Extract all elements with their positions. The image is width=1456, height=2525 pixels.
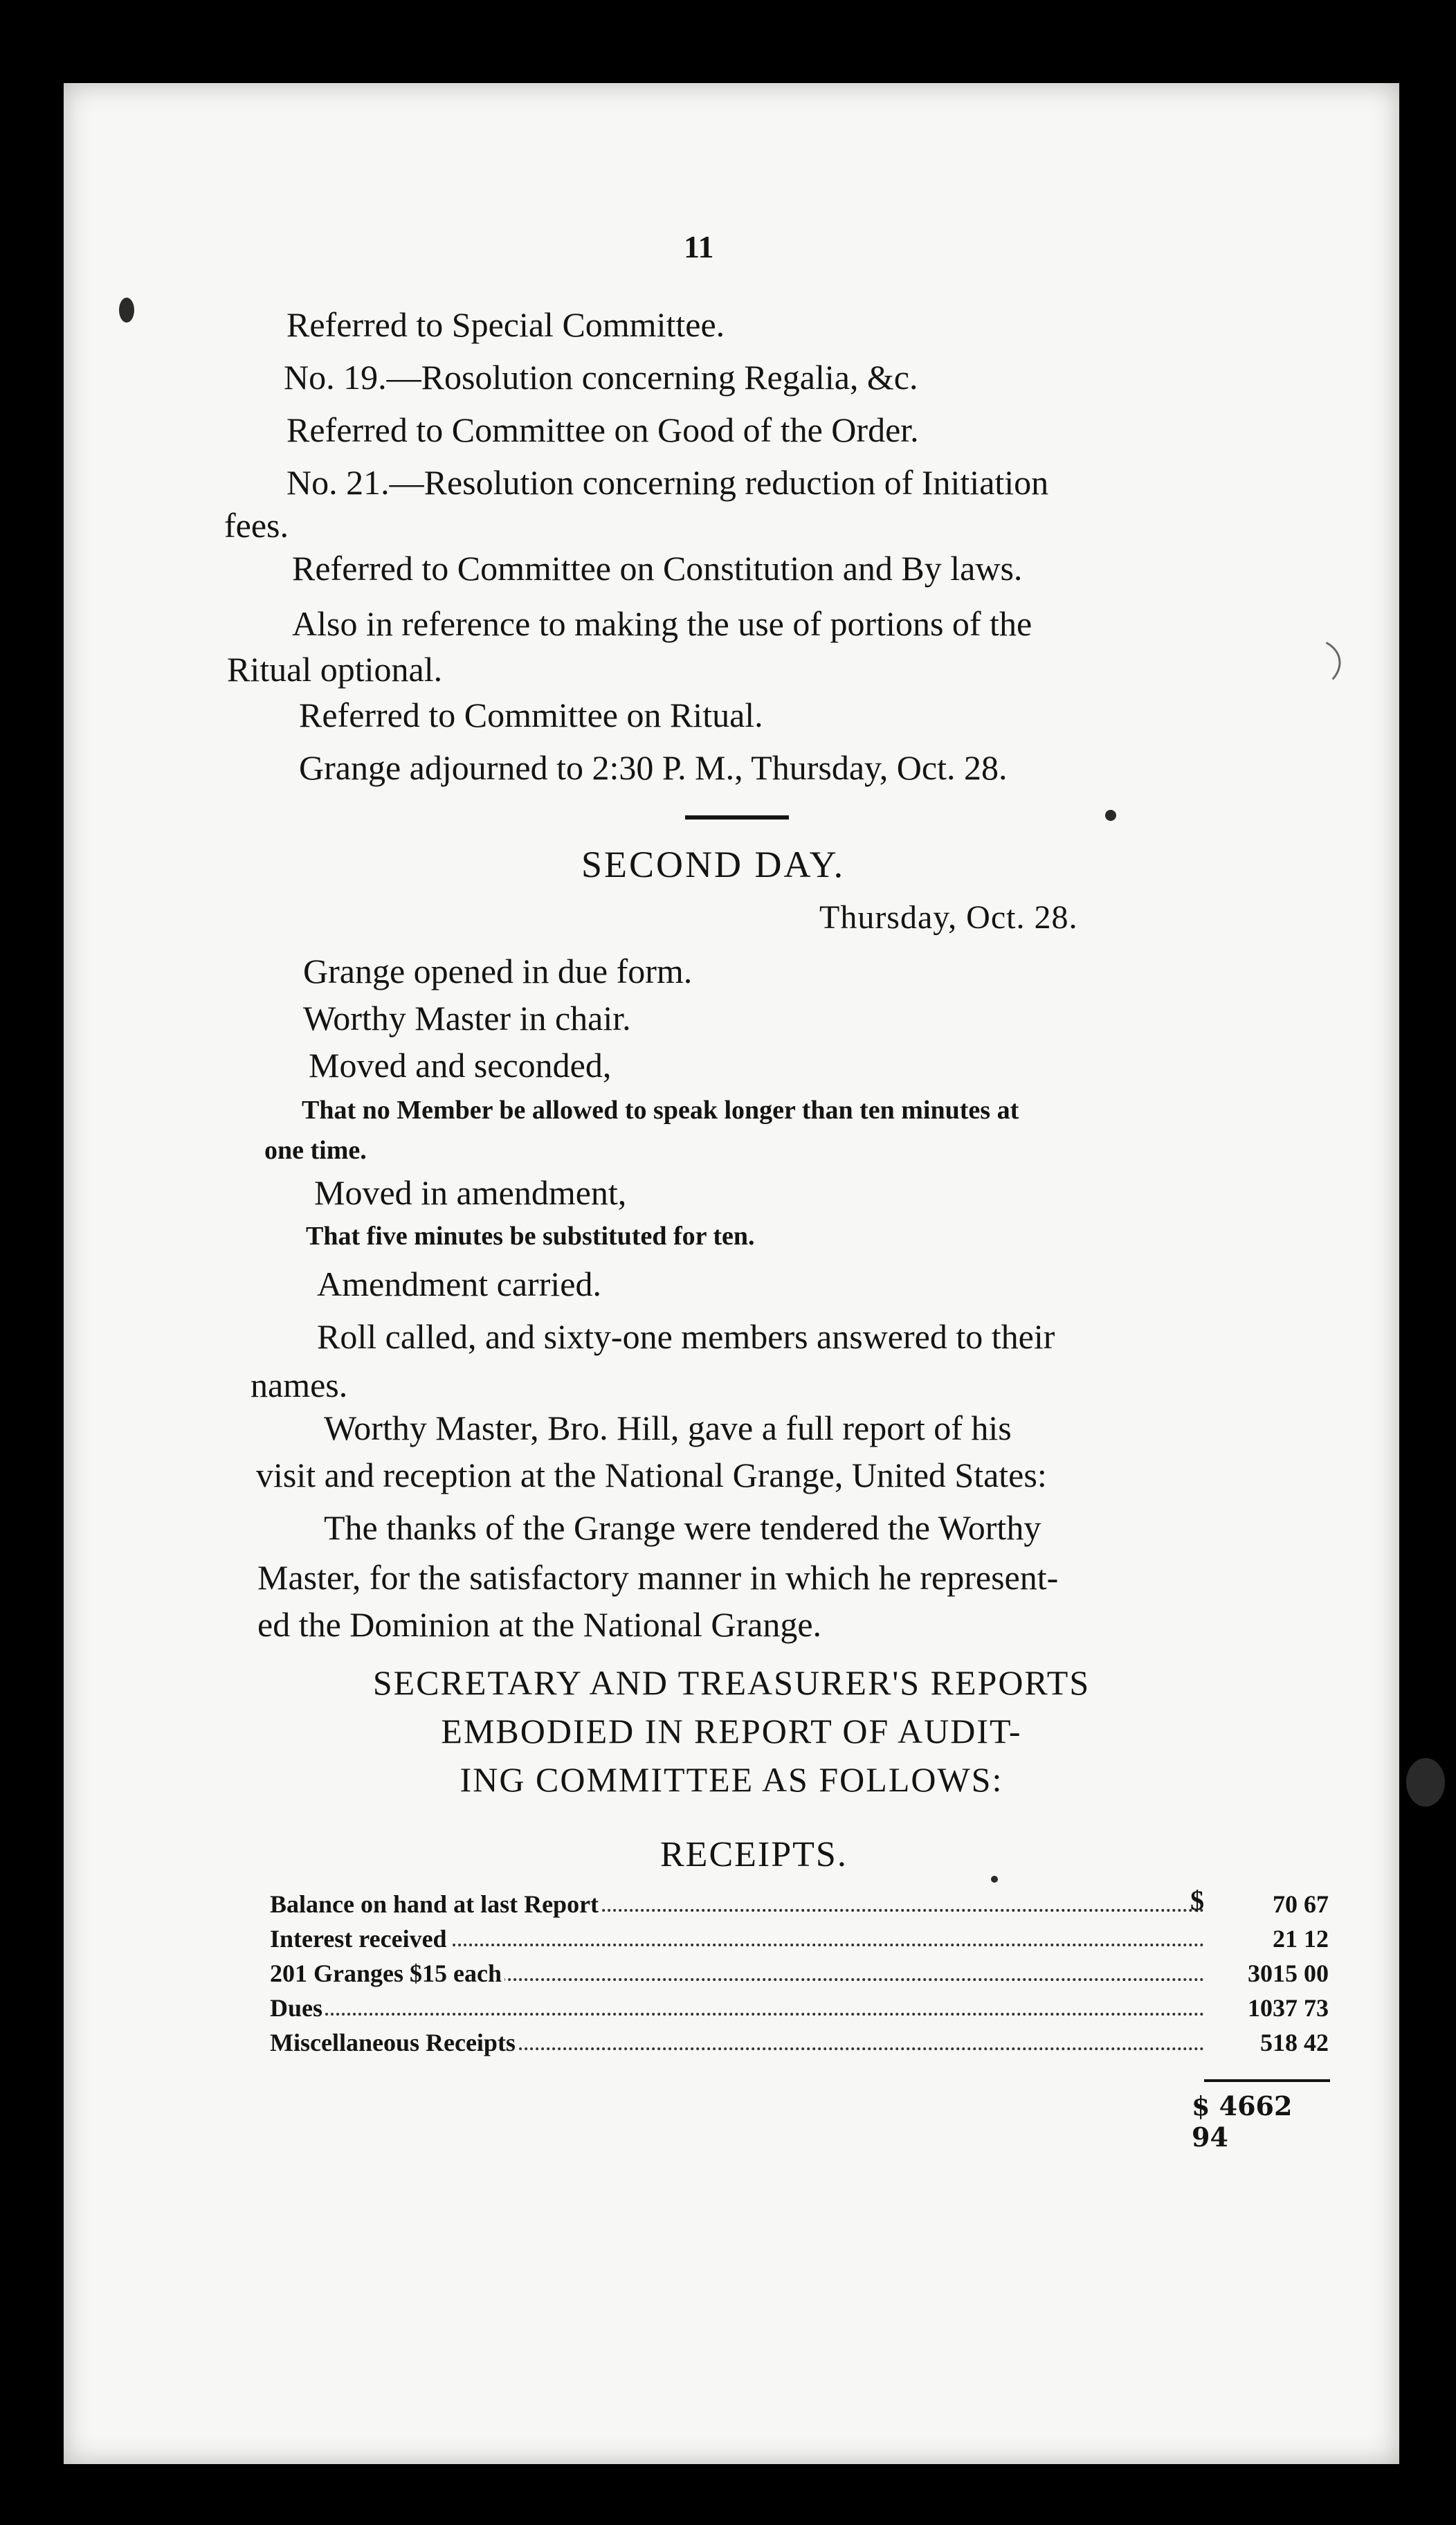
ledger-label: Interest received [270,1924,450,1953]
text-line: Also in reference to making the use of portions of the [292,604,1032,643]
text-line: Master, for the satisfactory manner in which he represent- [257,1558,1059,1597]
reports-heading-line: ING COMMITTEE AS FOLLOWS: [459,1760,1003,1799]
text-line: Grange opened in due form. [303,952,693,990]
text-line: Moved in amendment, [314,1173,627,1212]
text-line: The thanks of the Grange were tendered the Worthy [324,1508,1041,1547]
ledger-amount: 1037 73 [1248,1994,1329,2022]
paper-stain [1249,630,1345,704]
text-line: fees. [224,506,289,545]
text-line: Moved and seconded, [309,1046,612,1085]
section-divider [685,815,789,820]
text-line: Referred to Committee on Ritual. [299,696,763,734]
ledger-amount: 21 12 [1273,1925,1329,1953]
ledger-row [270,1959,1329,1991]
ledger-row [270,1924,1329,1956]
ledger-amount: 3015 00 [1248,1960,1329,1987]
receipts-total: $ 4662 94 [1192,2090,1293,2153]
second-day-heading: SECOND DAY. [581,844,846,885]
ledger-row [270,1993,1329,2025]
text-line: Grange adjourned to 2:30 P. M., Thursday, Oct. 28. [299,748,1008,787]
ledger-label: 201 Granges $15 each [270,1959,504,1988]
text-line: No. 19.—Rosolution concerning Regalia, &c. [284,358,918,397]
ink-speck [991,1876,998,1883]
text-line: That no Member be allowed to speak longer than ten minutes at [302,1096,1019,1125]
document-page [64,83,1399,2464]
text-line: No. 21.—Resolution concerning reduction of Initiation [286,463,1049,502]
text-line: Referred to Committee on Good of the Order. [286,410,919,449]
text-line: Worthy Master in chair. [303,999,631,1038]
text-line: Ritual optional. [227,650,443,689]
ledger-label: Balance on hand at last Report [270,1890,601,1919]
ledger-label: Miscellaneous Receipts [270,2028,518,2057]
reports-heading-line: SECRETARY AND TREASURER'S REPORTS [372,1663,1091,1702]
ink-blot [1406,1758,1445,1807]
total-rule [1204,2079,1330,2082]
text-line: names. [251,1366,348,1404]
receipts-title: RECEIPTS. [660,1835,848,1874]
ledger-row [270,2028,1329,2060]
currency-symbol: $ [1190,1885,1204,1916]
ledger-row [270,1885,1329,1921]
text-line: one time. [264,1136,367,1165]
text-line: Referred to Committee on Constitution and By laws. [292,549,1023,588]
text-line: ed the Dominion at the National Grange. [257,1605,822,1644]
ledger-amount: 518 42 [1260,2029,1329,2056]
leader-dots [270,2013,1204,2016]
text-line: Referred to Special Committee. [286,305,725,344]
ledger-label: Dues [270,1993,325,2022]
ink-speck [119,298,134,323]
page-number: 11 [684,229,714,264]
ledger-amount: 70 67 [1273,1890,1329,1918]
ink-speck [1105,810,1116,821]
text-line: visit and reception at the National Grange, United States: [256,1456,1047,1494]
text-line: Roll called, and sixty-one members answered to their [317,1317,1055,1356]
text-line: Worthy Master, Bro. Hill, gave a full report of his [324,1409,1012,1447]
dateline: Thursday, Oct. 28. [819,899,1078,936]
text-line: Amendment carried. [317,1265,601,1303]
text-line: That five minutes be substituted for ten. [306,1222,755,1251]
reports-heading-line: EMBODIED IN REPORT OF AUDIT- [441,1712,1022,1750]
